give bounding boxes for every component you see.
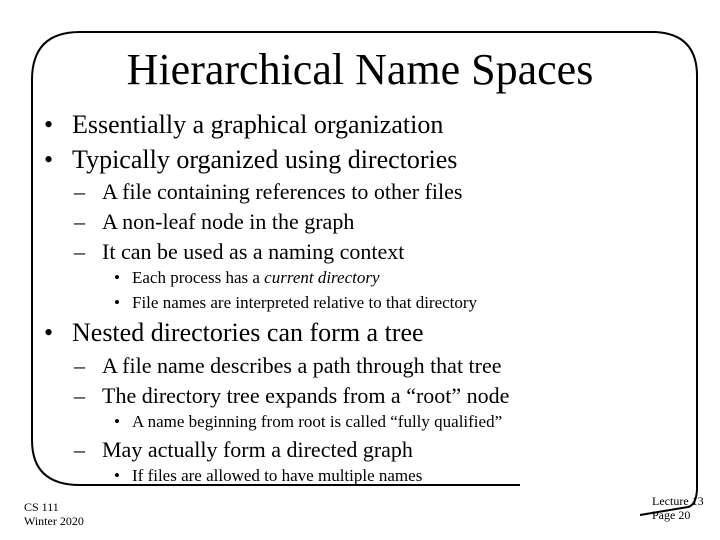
dash-marker: – [74, 179, 85, 204]
bullet-text: Typically organized using directories [72, 145, 458, 174]
bullet-text: Nested directories can form a tree [72, 318, 424, 347]
dash-marker: – [74, 209, 85, 234]
sub-bullet-item [74, 383, 509, 409]
slide-title: Hierarchical Name Spaces [126, 45, 594, 94]
bullet-marker: • [114, 412, 120, 431]
bullet-text: File names are interpreted relative to that directory [132, 293, 478, 312]
bullet-item [44, 110, 443, 140]
bullet-marker: • [44, 110, 54, 139]
course-footer [24, 500, 84, 528]
bullet-text: A file containing references to other files [102, 179, 463, 204]
bullet-text: It can be used as a naming context [102, 239, 405, 264]
bullet-marker: • [44, 145, 54, 174]
lecture-footer [652, 494, 704, 522]
dash-marker: – [74, 353, 85, 378]
bullet-item [44, 145, 457, 175]
bullet-text: A file name describes a path through that tree [102, 353, 502, 378]
bullet-text: The directory tree expands from a “root” node [102, 383, 510, 408]
bullet-text: May actually form a directed graph [102, 437, 413, 462]
sub-sub-bullet-item [114, 466, 422, 486]
sub-sub-bullet-item [114, 293, 477, 313]
sub-bullet-item [74, 179, 462, 205]
emphasis-text: current directory [264, 268, 380, 287]
bullet-item [44, 318, 424, 348]
bullet-text: A name beginning from root is called “fully qualified” [132, 412, 503, 431]
dash-marker: – [74, 437, 85, 462]
sub-bullet-item [74, 437, 413, 463]
bullet-marker: • [114, 268, 120, 287]
dash-marker: – [74, 239, 85, 264]
sub-sub-bullet-item [114, 412, 502, 432]
bullet-marker: • [44, 318, 54, 347]
sub-bullet-item [74, 239, 404, 265]
sub-bullet-item [74, 353, 502, 379]
sub-sub-bullet-item [114, 268, 380, 288]
lecture-number: Lecture 13 [652, 494, 704, 508]
page-number: Page 20 [652, 508, 691, 522]
bullet-text: Each process has a [132, 268, 265, 287]
dash-marker: – [74, 383, 85, 408]
bullet-text: Essentially a graphical organization [72, 110, 444, 139]
bullet-text: If files are allowed to have multiple names [132, 466, 423, 485]
sub-bullet-item [74, 209, 354, 235]
term: Winter 2020 [24, 514, 84, 528]
bullet-marker: • [114, 293, 120, 312]
bullet-marker: • [114, 466, 120, 485]
bullet-text: A non-leaf node in the graph [102, 209, 355, 234]
course-name: CS 111 [24, 500, 59, 514]
